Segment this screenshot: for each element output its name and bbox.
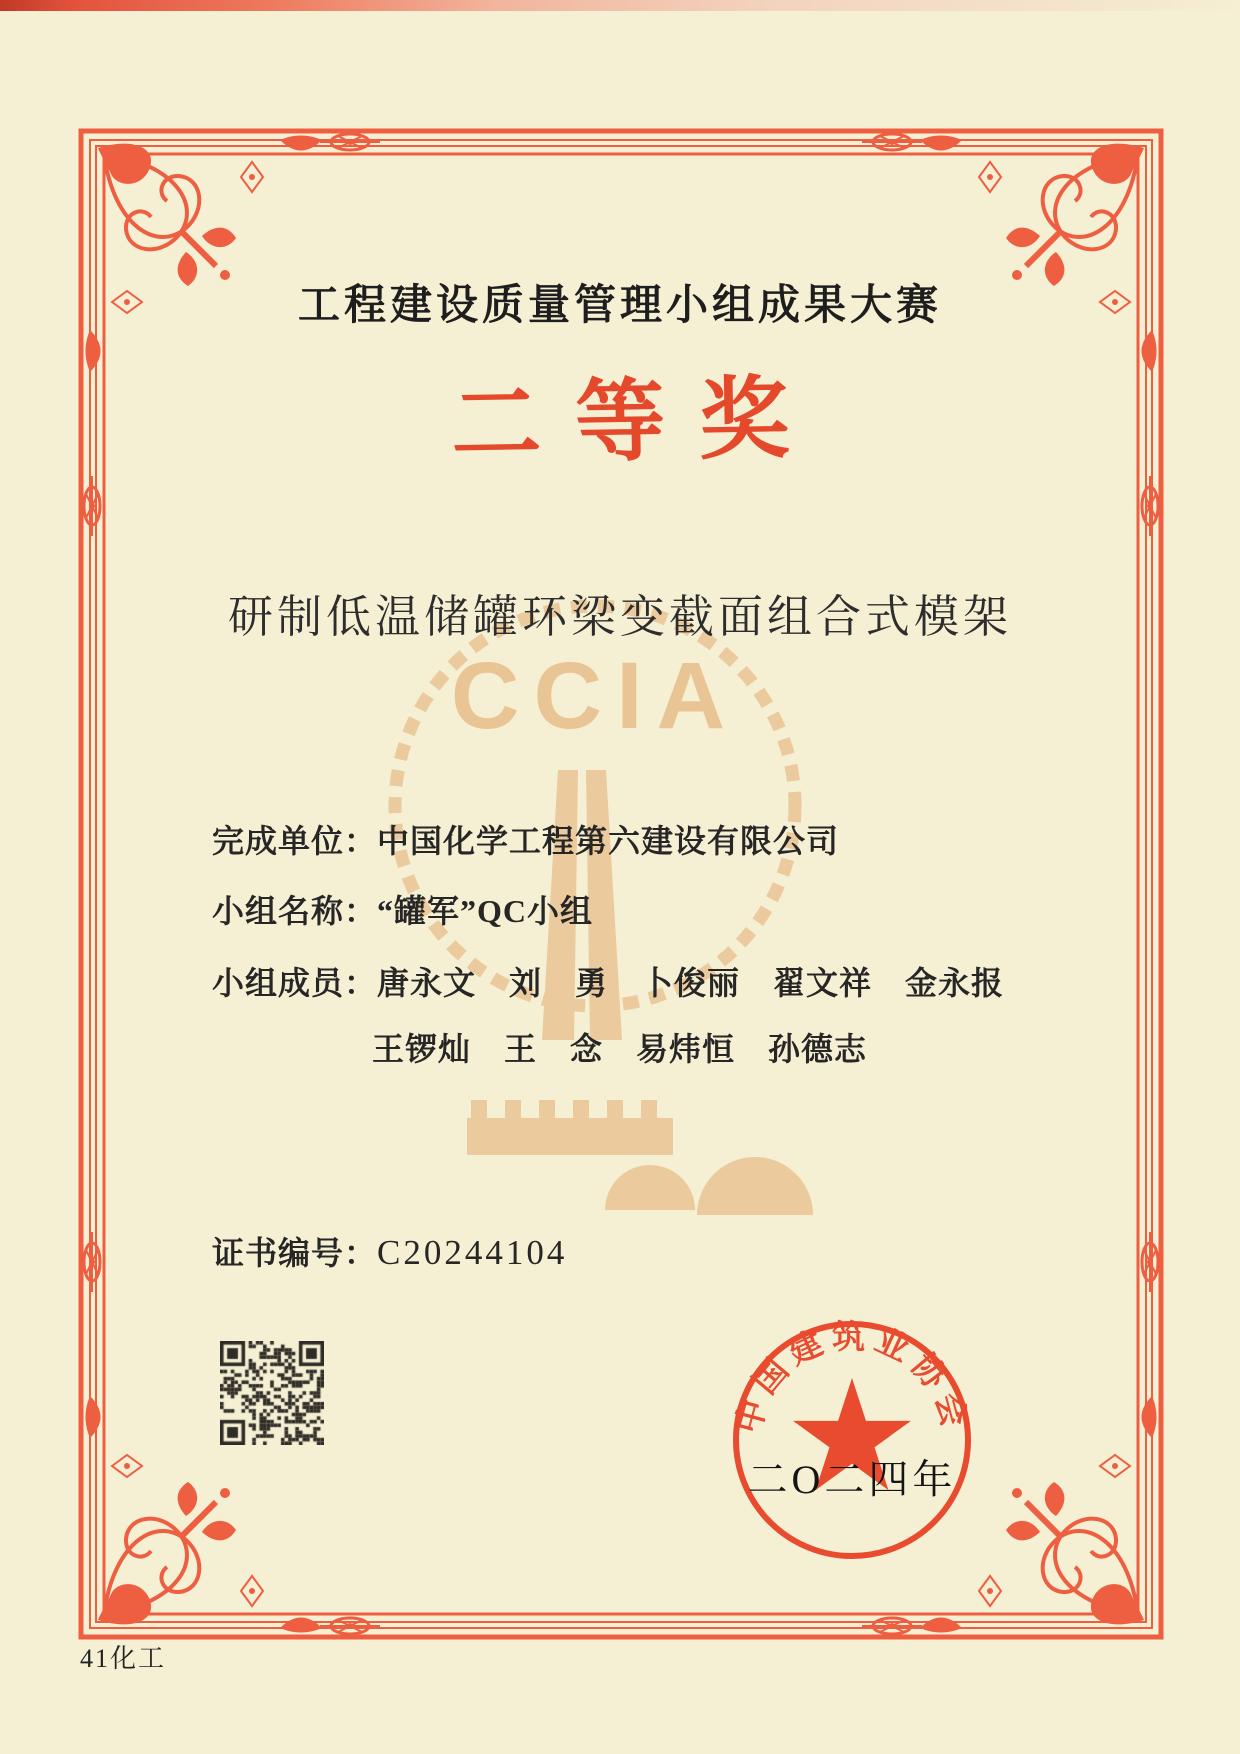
group-members-line1: 唐永文 刘 勇 卜俊丽 翟文祥 金永报 (377, 965, 1005, 1001)
competition-title: 工程建设质量管理小组成果大赛 (297, 281, 942, 328)
certificate-number-value: C20244104 (377, 1233, 568, 1272)
completing-unit-label: 完成单位： (212, 823, 378, 859)
decorative-border (78, 128, 1164, 1640)
completing-unit-value: 中国化学工程第六建设有限公司 (377, 823, 840, 859)
seal-org-text: 中国建筑业协会 (730, 1320, 974, 1438)
group-members-label: 小组成员： (212, 965, 378, 1001)
group-name-value: “罐军”QC小组 (377, 893, 594, 929)
seal-year: 二O二四年 (747, 1457, 957, 1502)
certificate-number-label: 证书编号： (212, 1235, 378, 1271)
scan-artifact-strip (0, 0, 1240, 11)
watermark-letters: CCIA (450, 643, 740, 749)
award-grade: 二等奖 (450, 369, 825, 476)
footer-code: 41化工 (80, 1644, 167, 1673)
group-name-label: 小组名称： (212, 893, 378, 929)
project-title: 研制低温储罐环梁变截面组合式模架 (227, 592, 1012, 642)
group-members-line2: 王锣灿 王 念 易炜恒 孙德志 (372, 1031, 868, 1067)
